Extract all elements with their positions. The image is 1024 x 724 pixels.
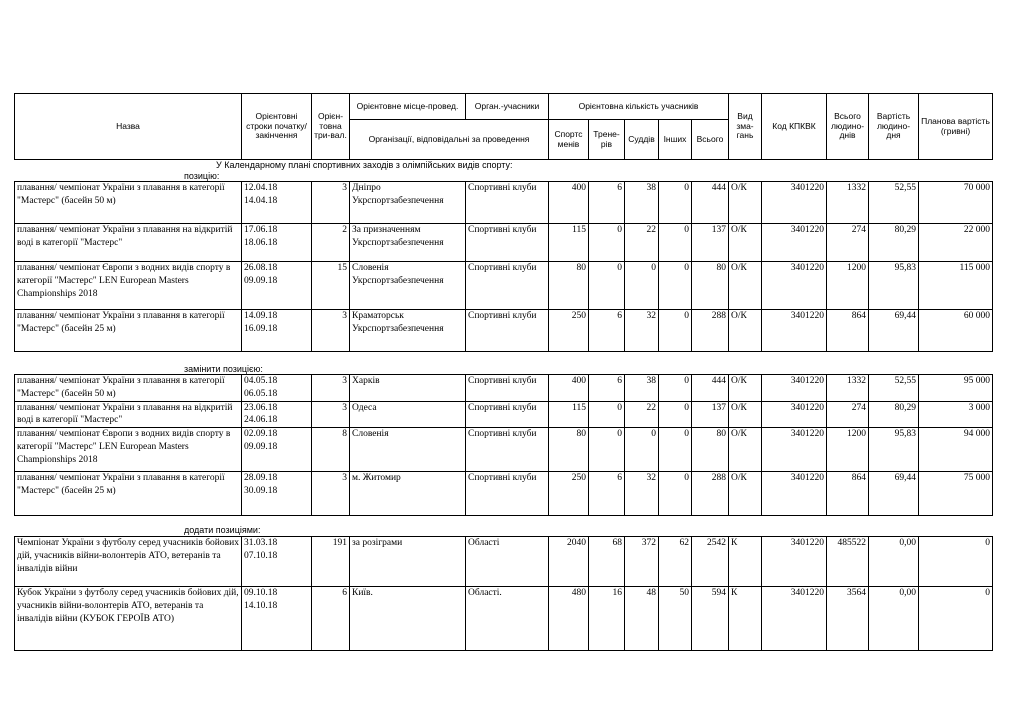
cell-coaches: 16 — [589, 587, 625, 651]
cell-place: За призначенням Укрспортзабезпечення — [350, 224, 466, 262]
cell-duration: 191 — [312, 537, 350, 587]
cell-name: плавання/ чемпіонат України з плавання в категорії "Мастерс" (басейн 25 м) — [15, 472, 242, 516]
cell-place: Київ. — [350, 587, 466, 651]
cell-person-days: 1332 — [827, 375, 869, 402]
table-row — [15, 375, 993, 402]
cell-coaches: 6 — [589, 182, 625, 224]
cell-org: Області. — [466, 587, 549, 651]
table-row — [15, 262, 993, 310]
cell-person-days: 1332 — [827, 182, 869, 224]
cell-type: К — [729, 587, 762, 651]
cell-athletes: 480 — [549, 587, 589, 651]
cell-type: О/К — [729, 472, 762, 516]
cell-place: м. Житомир — [350, 472, 466, 516]
cell-planned-cost: 95 000 — [919, 375, 993, 402]
cell-total: 594 — [692, 587, 729, 651]
cell-coaches: 6 — [589, 310, 625, 352]
cell-name: плавання/ чемпіонат Європи з водних видів спорту в категорії "Мастерс" LEN European Masters Championships 2018 — [15, 428, 242, 472]
cell-duration: 3 — [312, 310, 350, 352]
cell-org: Спортивні клуби — [466, 401, 549, 428]
cell-total: 2542 — [692, 537, 729, 587]
cell-planned-cost: 75 000 — [919, 472, 993, 516]
header-others: Інших — [659, 120, 692, 160]
cell-place: Одеса — [350, 401, 466, 428]
cell-cost-per-day: 95,83 — [869, 428, 919, 472]
cell-athletes: 400 — [549, 182, 589, 224]
cell-total: 444 — [692, 182, 729, 224]
cell-planned-cost: 115 000 — [919, 262, 993, 310]
cell-name: Кубок України з футболу серед учасників бойових дій, учасників війни-волонтерів АТО, ветеранів та інвалідів війни (КУБОК ГЕРОЇВ АТО) — [15, 587, 242, 651]
cell-duration: 15 — [312, 262, 350, 310]
cell-judges: 38 — [625, 182, 659, 224]
cell-athletes: 250 — [549, 310, 589, 352]
cell-coaches: 0 — [589, 224, 625, 262]
cell-org: Спортивні клуби — [466, 182, 549, 224]
cell-type: О/К — [729, 375, 762, 402]
table-row — [15, 182, 993, 224]
cell-kpkvk: 3401220 — [762, 224, 827, 262]
cell-others: 0 — [659, 182, 692, 224]
cell-person-days: 274 — [827, 224, 869, 262]
cell-judges: 0 — [625, 428, 659, 472]
cell-others: 50 — [659, 587, 692, 651]
cell-dates: 17.06.18 18.06.18 — [242, 224, 312, 262]
cell-cost-per-day: 52,55 — [869, 375, 919, 402]
cell-type: О/К — [729, 310, 762, 352]
cell-duration: 3 — [312, 375, 350, 402]
cell-coaches: 0 — [589, 262, 625, 310]
cell-judges: 372 — [625, 537, 659, 587]
cell-dates: 28.09.18 30.09.18 — [242, 472, 312, 516]
cell-planned-cost: 22 000 — [919, 224, 993, 262]
header-person-days: Всього людино-днів — [827, 94, 869, 160]
cell-org: Спортивні клуби — [466, 262, 549, 310]
cell-person-days: 864 — [827, 310, 869, 352]
header-org-responsible: Організації, відповідальні за проведення — [350, 120, 549, 160]
cell-kpkvk: 3401220 — [762, 375, 827, 402]
cell-duration: 3 — [312, 182, 350, 224]
cell-dates: 14.09.18 16.09.18 — [242, 310, 312, 352]
cell-org: Спортивні клуби — [466, 472, 549, 516]
cell-cost-per-day: 0,00 — [869, 587, 919, 651]
data-table-section-1 — [14, 181, 993, 352]
table-row — [15, 310, 993, 352]
table-row — [15, 428, 993, 472]
cell-planned-cost: 3 000 — [919, 401, 993, 428]
cell-others: 62 — [659, 537, 692, 587]
section-subtitle: позицію: — [184, 171, 220, 181]
cell-place: Краматорськ Укрспортзабезпечення — [350, 310, 466, 352]
cell-dates: 23.06.18 24.06.18 — [242, 401, 312, 428]
header-duration: Орієн-товна три-вал. — [312, 94, 350, 160]
cell-athletes: 2040 — [549, 537, 589, 587]
cell-name: плавання/ чемпіонат України з плавання на відкритій воді в категорії "Мастерс" — [15, 401, 242, 428]
cell-dates: 12.04.18 14.04.18 — [242, 182, 312, 224]
cell-athletes: 80 — [549, 428, 589, 472]
cell-total: 80 — [692, 262, 729, 310]
cell-duration: 3 — [312, 401, 350, 428]
cell-others: 0 — [659, 375, 692, 402]
cell-total: 137 — [692, 401, 729, 428]
cell-dates: 02.09.18 09.09.18 — [242, 428, 312, 472]
cell-name: плавання/ чемпіонат Європи з водних видів спорту в категорії "Мастерс" LEN European Masters Championships 2018 — [15, 262, 242, 310]
cell-planned-cost: 60 000 — [919, 310, 993, 352]
data-table-section-2 — [14, 374, 993, 516]
cell-kpkvk: 3401220 — [762, 262, 827, 310]
section-title: додати позиціями: — [184, 525, 261, 535]
header-name: Назва — [15, 94, 242, 160]
cell-org: Області — [466, 537, 549, 587]
cell-judges: 22 — [625, 224, 659, 262]
cell-others: 0 — [659, 472, 692, 516]
cell-cost-per-day: 52,55 — [869, 182, 919, 224]
cell-place: Словенія — [350, 428, 466, 472]
cell-person-days: 485522 — [827, 537, 869, 587]
header-athletes: Спортс менів — [549, 120, 589, 160]
cell-athletes: 80 — [549, 262, 589, 310]
cell-name: плавання/ чемпіонат України з плавання в категорії "Мастерс" (басейн 50 м) — [15, 375, 242, 402]
cell-judges: 32 — [625, 310, 659, 352]
cell-coaches: 68 — [589, 537, 625, 587]
cell-kpkvk: 3401220 — [762, 537, 827, 587]
header-table — [14, 93, 993, 160]
cell-judges: 48 — [625, 587, 659, 651]
cell-kpkvk: 3401220 — [762, 428, 827, 472]
cell-athletes: 115 — [549, 224, 589, 262]
section-title: У Календарному плані спортивних заходів з олімпійських видів спорту: — [216, 160, 513, 170]
cell-cost-per-day: 0,00 — [869, 537, 919, 587]
cell-cost-per-day: 80,29 — [869, 224, 919, 262]
cell-duration: 8 — [312, 428, 350, 472]
cell-others: 0 — [659, 262, 692, 310]
table-row — [15, 401, 993, 428]
cell-others: 0 — [659, 428, 692, 472]
cell-total: 80 — [692, 428, 729, 472]
cell-planned-cost: 0 — [919, 537, 993, 587]
cell-duration: 6 — [312, 587, 350, 651]
cell-coaches: 6 — [589, 472, 625, 516]
cell-person-days: 3564 — [827, 587, 869, 651]
cell-judges: 32 — [625, 472, 659, 516]
cell-person-days: 1200 — [827, 262, 869, 310]
cell-person-days: 864 — [827, 472, 869, 516]
cell-name: плавання/ чемпіонат України з плавання в категорії "Мастерс" (басейн 25 м) — [15, 310, 242, 352]
cell-athletes: 250 — [549, 472, 589, 516]
table-row — [15, 587, 993, 651]
cell-total: 288 — [692, 310, 729, 352]
data-table-section-3 — [14, 536, 993, 651]
cell-person-days: 274 — [827, 401, 869, 428]
cell-type: О/К — [729, 182, 762, 224]
header-org-participants: Орган.-учасники — [466, 94, 549, 120]
header-cost-per-day: Вартість людино-дня — [869, 94, 919, 160]
cell-duration: 2 — [312, 224, 350, 262]
cell-type: О/К — [729, 428, 762, 472]
cell-judges: 22 — [625, 401, 659, 428]
cell-kpkvk: 3401220 — [762, 472, 827, 516]
cell-others: 0 — [659, 224, 692, 262]
cell-planned-cost: 94 000 — [919, 428, 993, 472]
cell-others: 0 — [659, 401, 692, 428]
cell-place: Словенія Укрспортзабезпечення — [350, 262, 466, 310]
cell-duration: 3 — [312, 472, 350, 516]
cell-dates: 26.08.18 09.09.18 — [242, 262, 312, 310]
cell-others: 0 — [659, 310, 692, 352]
cell-name: плавання/ чемпіонат України з плавання на відкритій воді в категорії "Мастерс" — [15, 224, 242, 262]
cell-cost-per-day: 69,44 — [869, 472, 919, 516]
cell-cost-per-day: 80,29 — [869, 401, 919, 428]
cell-judges: 0 — [625, 262, 659, 310]
cell-kpkvk: 3401220 — [762, 401, 827, 428]
cell-total: 444 — [692, 375, 729, 402]
cell-dates: 04.05.18 06.05.18 — [242, 375, 312, 402]
header-coaches: Трене-рів — [589, 120, 625, 160]
cell-dates: 09.10.18 14.10.18 — [242, 587, 312, 651]
cell-type: О/К — [729, 262, 762, 310]
header-cost-type: Вид зма-гань — [729, 94, 762, 160]
cell-kpkvk: 3401220 — [762, 587, 827, 651]
header-kpkvk: Код КПКВК — [762, 94, 827, 160]
cell-place: Харків — [350, 375, 466, 402]
header-judges: Суддів — [625, 120, 659, 160]
cell-planned-cost: 0 — [919, 587, 993, 651]
cell-place: за розіграми — [350, 537, 466, 587]
table-row — [15, 472, 993, 516]
header-participants-count: Орієнтовна кількість учасників — [549, 94, 729, 120]
cell-total: 137 — [692, 224, 729, 262]
cell-coaches: 0 — [589, 428, 625, 472]
cell-org: Спортивні клуби — [466, 428, 549, 472]
cell-judges: 38 — [625, 375, 659, 402]
cell-cost-per-day: 69,44 — [869, 310, 919, 352]
cell-type: О/К — [729, 224, 762, 262]
cell-dates: 31.03.18 07.10.18 — [242, 537, 312, 587]
cell-type: О/К — [729, 401, 762, 428]
header-place: Орієнтовне місце-провед. — [350, 94, 466, 120]
table-row — [15, 537, 993, 587]
cell-org: Спортивні клуби — [466, 224, 549, 262]
cell-athletes: 400 — [549, 375, 589, 402]
cell-cost-per-day: 95,83 — [869, 262, 919, 310]
cell-total: 288 — [692, 472, 729, 516]
cell-coaches: 6 — [589, 375, 625, 402]
cell-kpkvk: 3401220 — [762, 182, 827, 224]
cell-athletes: 115 — [549, 401, 589, 428]
cell-place: Дніпро Укрспортзабезпечення — [350, 182, 466, 224]
header-planned-cost: Планова вартість (гривні) — [919, 94, 993, 160]
cell-name: плавання/ чемпіонат України з плавання в категорії "Мастерс" (басейн 50 м) — [15, 182, 242, 224]
table-row — [15, 224, 993, 262]
cell-person-days: 1200 — [827, 428, 869, 472]
cell-name: Чемпіонат України з футболу серед учасників бойових дій, учасників війни-волонтерів АТО, ветеранів та інвалідів війни — [15, 537, 242, 587]
cell-kpkvk: 3401220 — [762, 310, 827, 352]
header-terms: Орієнтовні строки початку/ закінчення — [242, 94, 312, 160]
cell-planned-cost: 70 000 — [919, 182, 993, 224]
section-title: замінити позицією: — [184, 364, 263, 374]
header-total: Всього — [692, 120, 729, 160]
cell-org: Спортивні клуби — [466, 375, 549, 402]
cell-type: К — [729, 537, 762, 587]
cell-org: Спортивні клуби — [466, 310, 549, 352]
cell-coaches: 0 — [589, 401, 625, 428]
